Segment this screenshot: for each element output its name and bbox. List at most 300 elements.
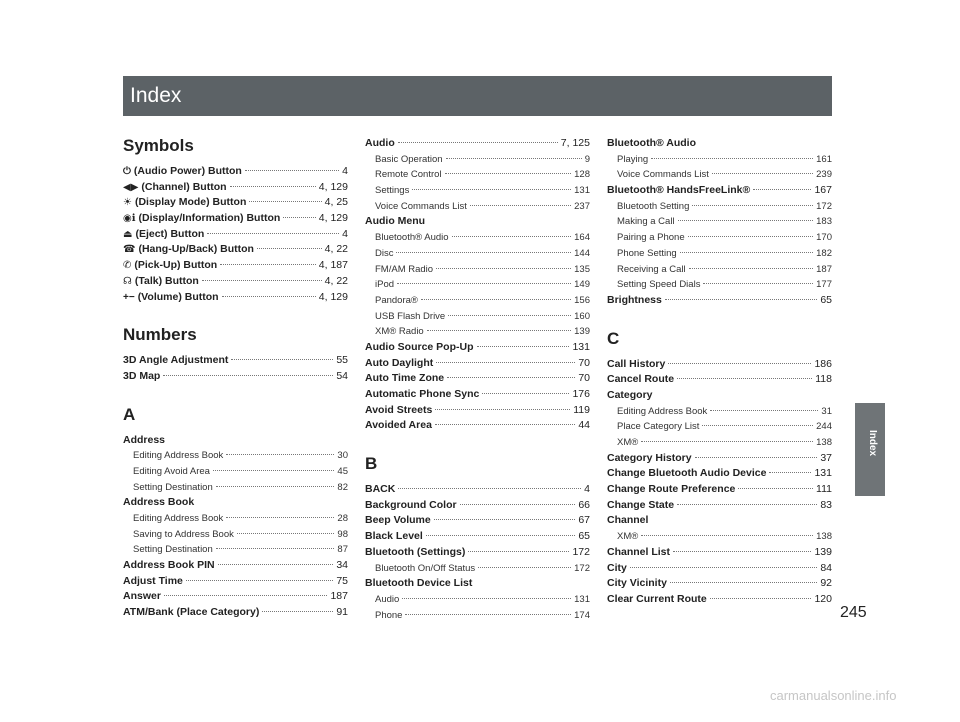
index-entry[interactable] xyxy=(123,211,348,227)
leader-dots xyxy=(689,268,813,269)
index-entry[interactable] xyxy=(365,136,590,152)
index-entry[interactable] xyxy=(365,545,590,561)
leader-dots xyxy=(677,504,817,505)
leader-dots xyxy=(230,186,316,187)
entry-label: Avoid Streets xyxy=(365,403,433,416)
index-entry[interactable] xyxy=(365,418,590,434)
entry-label: BACK xyxy=(365,483,396,496)
page-reference[interactable]: 138 xyxy=(816,437,832,448)
watermark: carmanualsonline.info xyxy=(770,688,897,703)
index-entry[interactable] xyxy=(123,589,348,605)
entry-label: Disc xyxy=(375,247,394,259)
index-entry[interactable] xyxy=(123,558,348,574)
page-reference[interactable]: 37 xyxy=(820,451,832,464)
entry-label: Receiving a Call xyxy=(617,263,686,275)
entry-label: iPod xyxy=(375,279,395,291)
leader-dots xyxy=(712,173,813,174)
leader-dots xyxy=(216,486,335,487)
index-subentry[interactable] xyxy=(607,199,832,215)
entry-label: Answer xyxy=(123,590,161,603)
page-reference[interactable]: 244 xyxy=(816,421,832,433)
section-heading: Numbers xyxy=(123,325,197,345)
index-entry[interactable] xyxy=(607,482,832,498)
leader-dots xyxy=(398,488,581,489)
leader-dots xyxy=(688,236,814,237)
volume-icon: +− xyxy=(123,291,135,303)
page-reference[interactable]: 131 xyxy=(574,593,590,605)
leader-dots xyxy=(665,299,817,300)
entry-label: (Pick-Up) Button xyxy=(134,259,218,272)
index-entry[interactable] xyxy=(365,403,590,419)
section-spacer xyxy=(607,309,832,323)
index-entry[interactable] xyxy=(607,372,832,388)
entry-label: Editing Address Book xyxy=(617,405,708,417)
leader-dots xyxy=(262,611,333,612)
entry-label: XM® xyxy=(617,437,639,448)
entry-label: Address Book xyxy=(123,496,195,509)
index-column-1 xyxy=(123,136,348,621)
entry-label: Call History xyxy=(607,357,666,370)
page-reference[interactable]: 4 xyxy=(584,483,590,496)
index-subentry[interactable] xyxy=(607,404,832,420)
power-icon: ⏻ xyxy=(123,166,131,177)
index-subentry[interactable] xyxy=(607,435,832,451)
page-reference[interactable]: 70 xyxy=(578,372,590,385)
page-reference[interactable]: 239 xyxy=(816,169,832,181)
index-entry[interactable] xyxy=(123,574,348,590)
leader-dots xyxy=(434,519,576,520)
page-reference[interactable]: 28 xyxy=(337,513,348,524)
leader-dots xyxy=(164,595,328,596)
page-reference[interactable]: 131 xyxy=(814,467,832,480)
leader-dots xyxy=(163,375,333,376)
index-entry xyxy=(365,576,590,592)
index-subentry[interactable] xyxy=(365,324,590,340)
leader-dots xyxy=(421,299,571,300)
page-reference[interactable]: 66 xyxy=(578,498,590,511)
entry-label: Bluetooth® HandsFreeLink® xyxy=(607,184,751,197)
index-entry[interactable] xyxy=(365,529,590,545)
index-subentry[interactable] xyxy=(365,152,590,168)
leader-dots xyxy=(710,598,812,599)
index-entry[interactable] xyxy=(607,545,832,561)
entry-label: Setting Speed Dials xyxy=(617,279,701,291)
leader-dots xyxy=(412,189,571,190)
entry-label: Category History xyxy=(607,451,692,464)
entry-label: Bluetooth Device List xyxy=(365,577,473,590)
leader-dots xyxy=(426,535,576,536)
leader-dots xyxy=(222,296,316,297)
side-tab-label: Index xyxy=(867,430,878,457)
entry-label: Pairing a Phone xyxy=(617,232,685,244)
index-entry xyxy=(607,136,832,152)
index-subentry[interactable] xyxy=(365,199,590,215)
page-reference[interactable]: 7, 125 xyxy=(560,137,590,149)
index-header-band xyxy=(123,76,832,116)
page-reference[interactable]: 174 xyxy=(574,609,590,621)
index-entry[interactable] xyxy=(365,387,590,403)
page-reference[interactable]: 183 xyxy=(816,216,832,228)
page-reference[interactable]: 172 xyxy=(816,200,832,212)
leader-dots xyxy=(226,454,334,455)
index-subentry[interactable] xyxy=(365,277,590,293)
entry-label: City Vicinity xyxy=(607,577,667,590)
page-reference[interactable]: 237 xyxy=(574,200,590,212)
leader-dots xyxy=(397,283,571,284)
index-subentry[interactable] xyxy=(607,152,832,168)
index-subentry[interactable] xyxy=(607,262,832,278)
page-number: 245 xyxy=(840,604,867,621)
page-reference[interactable]: 4, 22 xyxy=(324,274,348,287)
entry-label: Channel List xyxy=(607,545,671,558)
page-reference[interactable]: 4, 25 xyxy=(324,196,348,209)
index-subentry[interactable] xyxy=(123,448,348,464)
leader-dots xyxy=(630,567,817,568)
index-subentry[interactable] xyxy=(365,246,590,262)
index-entry xyxy=(365,214,590,230)
page-reference[interactable]: 120 xyxy=(814,592,832,605)
index-entry[interactable] xyxy=(365,371,590,387)
page-reference[interactable]: 91 xyxy=(336,606,348,619)
entry-label: XM® xyxy=(617,531,639,543)
leader-dots xyxy=(427,330,571,331)
page-reference[interactable]: 177 xyxy=(816,279,832,291)
leader-dots xyxy=(202,280,322,281)
entry-label: Change Route Preference xyxy=(607,483,736,496)
page-reference[interactable]: 30 xyxy=(337,450,348,462)
section-heading: Symbols xyxy=(123,136,194,155)
page-reference[interactable]: 75 xyxy=(336,574,348,587)
page-reference[interactable]: 83 xyxy=(820,498,832,511)
page-reference[interactable]: 4, 129 xyxy=(318,180,348,193)
section-heading: B xyxy=(365,454,378,474)
entry-label: Clear Current Route xyxy=(607,592,707,605)
leader-dots xyxy=(470,205,571,206)
page-reference[interactable]: 67 xyxy=(578,514,590,527)
leader-dots xyxy=(398,142,558,143)
page-reference[interactable]: 4, 129 xyxy=(318,212,348,225)
entry-label: Adjust Time xyxy=(123,574,183,587)
index-entry[interactable] xyxy=(365,356,590,372)
index-entry[interactable] xyxy=(123,180,348,196)
index-entry[interactable] xyxy=(123,242,348,258)
page-reference[interactable]: 65 xyxy=(578,530,590,543)
entry-label: (Talk) Button xyxy=(134,274,199,287)
page-reference[interactable]: 84 xyxy=(820,561,832,574)
index-subentry[interactable] xyxy=(365,561,590,577)
leader-dots xyxy=(668,363,811,364)
entry-label: ATM/Bank (Place Category) xyxy=(123,606,260,619)
index-entry xyxy=(123,433,348,449)
leader-dots xyxy=(447,377,575,378)
entry-label: Phone xyxy=(375,609,403,621)
page-reference[interactable]: 98 xyxy=(337,528,348,540)
index-entry xyxy=(607,388,832,404)
index-subentry[interactable] xyxy=(607,167,832,183)
index-subentry[interactable] xyxy=(607,419,832,435)
page-reference[interactable]: 4 xyxy=(342,227,348,240)
entry-label: (Display/Information) Button xyxy=(138,212,281,225)
index-subentry[interactable] xyxy=(365,262,590,278)
entry-label: Bluetooth® Audio xyxy=(607,137,696,149)
leader-dots xyxy=(213,470,334,471)
page-reference[interactable]: 4, 22 xyxy=(324,243,348,256)
page-reference[interactable]: 111 xyxy=(816,483,832,496)
page-reference[interactable]: 87 xyxy=(337,544,348,556)
leader-dots xyxy=(220,264,316,265)
entry-label: Auto Daylight xyxy=(365,356,434,369)
leader-dots xyxy=(710,410,818,411)
entry-label: Black Level xyxy=(365,530,423,543)
index-entry[interactable] xyxy=(123,353,348,369)
index-subentry[interactable] xyxy=(607,230,832,246)
section-spacer xyxy=(123,385,348,399)
index-subentry[interactable] xyxy=(123,511,348,527)
entry-label: (Audio Power) Button xyxy=(133,165,242,177)
leader-dots xyxy=(436,362,575,363)
leader-dots xyxy=(460,504,576,505)
entry-label: (Display Mode) Button xyxy=(134,196,247,209)
leader-dots xyxy=(207,233,339,234)
index-subentry[interactable] xyxy=(123,542,348,558)
entry-label: Setting Destination xyxy=(133,481,213,493)
leader-dots xyxy=(435,409,570,410)
page-reference[interactable]: 34 xyxy=(336,559,348,572)
entry-label: Playing xyxy=(617,153,649,165)
index-entry[interactable] xyxy=(123,290,348,306)
leader-dots xyxy=(641,441,813,442)
index-entry[interactable] xyxy=(607,293,832,309)
index-subentry[interactable] xyxy=(607,529,832,545)
page-reference[interactable]: 4 xyxy=(342,165,348,177)
entry-label: Saving to Address Book xyxy=(133,528,234,540)
leader-dots xyxy=(452,236,572,237)
page-reference[interactable]: 92 xyxy=(820,577,832,590)
entry-label: Remote Control xyxy=(375,169,442,181)
entry-label: Editing Address Book xyxy=(133,513,224,524)
entry-label: Bluetooth On/Off Status xyxy=(375,562,476,574)
entry-label: 3D Map xyxy=(123,369,161,382)
leader-dots xyxy=(249,201,321,202)
index-entry[interactable] xyxy=(123,258,348,274)
index-subentry[interactable] xyxy=(607,214,832,230)
entry-label: Audio Menu xyxy=(365,215,426,228)
index-entry[interactable] xyxy=(123,369,348,385)
page-reference[interactable]: 45 xyxy=(337,465,348,477)
entry-label: FM/AM Radio xyxy=(375,263,434,275)
index-subentry[interactable] xyxy=(365,293,590,309)
index-subentry[interactable] xyxy=(123,464,348,480)
index-entry[interactable] xyxy=(123,274,348,290)
index-subentry[interactable] xyxy=(123,480,348,496)
entry-label: Avoided Area xyxy=(365,419,432,432)
index-entry[interactable] xyxy=(607,592,832,608)
leader-dots xyxy=(186,580,333,581)
entry-label: Change Bluetooth Audio Device xyxy=(607,467,767,480)
page-reference[interactable]: 172 xyxy=(574,562,590,574)
page-reference[interactable]: 164 xyxy=(574,232,590,244)
leader-dots xyxy=(468,551,569,552)
index-entry[interactable] xyxy=(607,576,832,592)
page-reference[interactable]: 82 xyxy=(337,481,348,493)
page-reference[interactable]: 170 xyxy=(816,232,832,244)
entry-label: (Hang-Up/Back) Button xyxy=(138,243,254,256)
page-reference[interactable]: 44 xyxy=(578,419,590,432)
page-reference[interactable]: 128 xyxy=(574,169,590,181)
index-entry[interactable] xyxy=(365,482,590,498)
entry-label: Voice Commands List xyxy=(617,169,709,181)
entry-label: USB Flash Drive xyxy=(375,310,446,322)
page-reference[interactable]: 131 xyxy=(574,185,590,197)
page-reference[interactable]: 182 xyxy=(816,247,832,259)
leader-dots xyxy=(702,425,813,426)
index-subentry[interactable] xyxy=(123,527,348,543)
entry-label: Pandora® xyxy=(375,294,418,306)
entry-label: Address xyxy=(123,433,166,446)
page-reference[interactable]: 138 xyxy=(816,531,832,543)
entry-label: (Volume) Button xyxy=(137,290,219,303)
index-entry[interactable] xyxy=(365,513,590,529)
leader-dots xyxy=(692,205,813,206)
leader-dots xyxy=(396,252,571,253)
index-entry[interactable] xyxy=(123,195,348,211)
leader-dots xyxy=(405,614,571,615)
index-entry xyxy=(607,513,832,529)
page-reference[interactable]: 161 xyxy=(816,153,832,165)
index-subentry[interactable] xyxy=(365,592,590,608)
leader-dots xyxy=(651,158,813,159)
entry-label: Bluetooth Setting xyxy=(617,200,690,212)
index-subentry[interactable] xyxy=(365,230,590,246)
index-subentry[interactable] xyxy=(365,608,590,624)
entry-label: Making a Call xyxy=(617,216,675,228)
page-reference[interactable]: 172 xyxy=(572,545,590,558)
leader-dots xyxy=(448,315,571,316)
page-reference[interactable]: 119 xyxy=(573,403,590,416)
page-reference[interactable]: 149 xyxy=(574,279,590,291)
page-reference[interactable]: 144 xyxy=(574,247,590,259)
index-subentry[interactable] xyxy=(365,309,590,325)
index-entry[interactable] xyxy=(123,605,348,621)
leader-dots xyxy=(670,582,817,583)
pick-up-icon: ✆ xyxy=(123,260,132,272)
leader-dots xyxy=(678,220,814,221)
index-subentry[interactable] xyxy=(607,277,832,293)
page-reference[interactable]: 70 xyxy=(578,356,590,369)
entry-label: Phone Setting xyxy=(617,247,677,259)
leader-dots xyxy=(436,268,571,269)
leader-dots xyxy=(257,248,322,249)
leader-dots xyxy=(226,517,334,518)
entry-label: Category xyxy=(607,388,653,401)
page-reference[interactable]: 187 xyxy=(816,263,832,275)
page-reference[interactable]: 55 xyxy=(336,354,348,367)
page-reference[interactable]: 4, 187 xyxy=(318,259,348,272)
index-entry[interactable] xyxy=(607,183,832,199)
entry-label: Channel xyxy=(607,514,649,527)
entry-label: (Eject) Button xyxy=(135,227,205,240)
leader-dots xyxy=(673,551,811,552)
index-entry[interactable] xyxy=(607,466,832,482)
section-spacer xyxy=(123,305,348,319)
leader-dots xyxy=(738,488,813,489)
index-entry[interactable] xyxy=(123,164,348,180)
entry-label: Address Book PIN xyxy=(123,559,215,572)
channel-arrows-icon: ◀▶ xyxy=(123,181,139,193)
index-entry[interactable] xyxy=(607,451,832,467)
index-subentry[interactable] xyxy=(365,167,590,183)
entry-label: XM® Radio xyxy=(375,326,424,338)
leader-dots xyxy=(283,217,316,218)
page-reference[interactable]: 65 xyxy=(820,293,832,306)
entry-label: Beep Volume xyxy=(365,514,431,527)
entry-label: Audio xyxy=(375,593,400,605)
index-entry xyxy=(123,495,348,511)
page-reference[interactable]: 156 xyxy=(574,294,590,306)
section-heading: C xyxy=(607,328,620,348)
entry-label: Basic Operation xyxy=(375,153,443,165)
page-reference[interactable]: 187 xyxy=(330,590,348,603)
leader-dots xyxy=(482,393,569,394)
page-reference[interactable]: 4, 129 xyxy=(318,290,348,303)
leader-dots xyxy=(677,378,812,379)
index-entry[interactable] xyxy=(365,340,590,356)
page-reference[interactable]: 118 xyxy=(815,373,832,386)
index-subentry[interactable] xyxy=(607,246,832,262)
entry-label: Auto Time Zone xyxy=(365,372,445,385)
page-reference[interactable]: 31 xyxy=(821,405,832,417)
leader-dots xyxy=(231,359,333,360)
index-entry[interactable] xyxy=(607,498,832,514)
page-reference[interactable]: 139 xyxy=(574,326,590,338)
entry-label: Automatic Phone Sync xyxy=(365,388,480,400)
index-entry[interactable] xyxy=(123,227,348,243)
index-entry[interactable] xyxy=(607,561,832,577)
page-reference[interactable]: 167 xyxy=(814,184,832,197)
leader-dots xyxy=(695,457,818,458)
leader-dots xyxy=(477,346,570,347)
index-subentry[interactable] xyxy=(365,183,590,199)
page-reference[interactable]: 176 xyxy=(572,388,590,400)
index-entry[interactable] xyxy=(607,357,832,373)
index-entry[interactable] xyxy=(365,498,590,514)
page-reference[interactable]: 186 xyxy=(814,357,832,370)
entry-label: 3D Angle Adjustment xyxy=(123,354,229,367)
entry-label: Editing Address Book xyxy=(133,450,224,462)
entry-label: Voice Commands List xyxy=(375,200,467,212)
page-reference[interactable]: 54 xyxy=(336,369,348,382)
leader-dots xyxy=(703,283,813,284)
entry-label: Settings xyxy=(375,185,410,197)
leader-dots xyxy=(445,173,572,174)
entry-label: Brightness xyxy=(607,293,662,306)
section-heading: A xyxy=(123,404,136,424)
entry-label: Audio Source Pop-Up xyxy=(365,340,474,353)
entry-label: Cancel Route xyxy=(607,373,675,386)
display-info-icon: ◉ℹ xyxy=(123,213,136,225)
leader-dots xyxy=(446,158,582,159)
leader-dots xyxy=(218,564,334,565)
index-column-2 xyxy=(365,136,590,623)
leader-dots xyxy=(641,535,813,536)
page-reference[interactable]: 9 xyxy=(584,153,590,165)
page-reference[interactable]: 139 xyxy=(814,545,832,558)
page-reference[interactable]: 135 xyxy=(574,263,590,275)
page-reference[interactable]: 131 xyxy=(572,340,590,353)
page-reference[interactable]: 160 xyxy=(574,310,590,322)
leader-dots xyxy=(769,472,811,473)
leader-dots xyxy=(216,548,335,549)
